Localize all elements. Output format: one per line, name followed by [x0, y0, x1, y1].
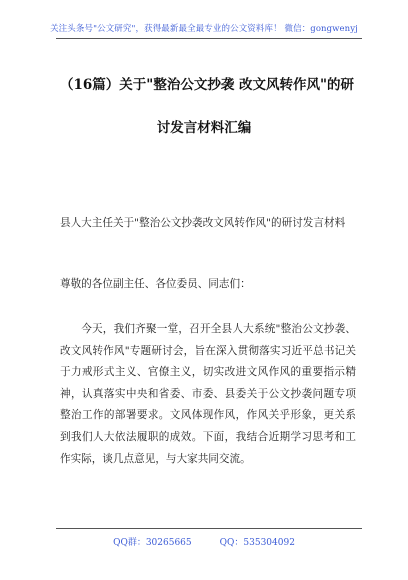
- footer-qq-group: QQ群：30265665: [113, 538, 192, 548]
- subtitle-paragraph: 县人大主任关于"整治公文抄袭改文风转作风"的研讨发言材料: [60, 217, 346, 229]
- document-title-line-2: 讨发言材料汇编: [156, 120, 252, 136]
- header-divider: [56, 38, 362, 39]
- header-note: 关注头条号"公文研究"，获得最新最全最专业的公文资料库！ 微信：gongwenyj: [50, 24, 358, 34]
- footer-divider: [56, 528, 362, 529]
- footer: [0, 535, 408, 548]
- footer-qq: QQ：535304092: [219, 538, 295, 548]
- body-paragraph: 今天，我们齐聚一堂，召开全县人大系统"整治公文抄袭、改文风转作风"专题研讨会，旨在深入贯彻落实习近平总书记关于力戒形式主义、官僚主义，切实改进文风作风的重要指示精神，认真落实中央和省委、市委、县委关于公文抄袭问题专项整治工作的部署要求。文风体现作风，作风关乎形象，更关系到我们人大依法履职的成效。下面，我结合近期学习思考和工作实际，谈几点意见，与大家共同交流。: [60, 323, 356, 465]
- salutation-paragraph: 尊敬的各位副主任、各位委员、同志们：: [60, 278, 251, 290]
- document-title-line-1: （16篇）关于"整治公文抄袭 改文风转作风"的研: [60, 77, 355, 93]
